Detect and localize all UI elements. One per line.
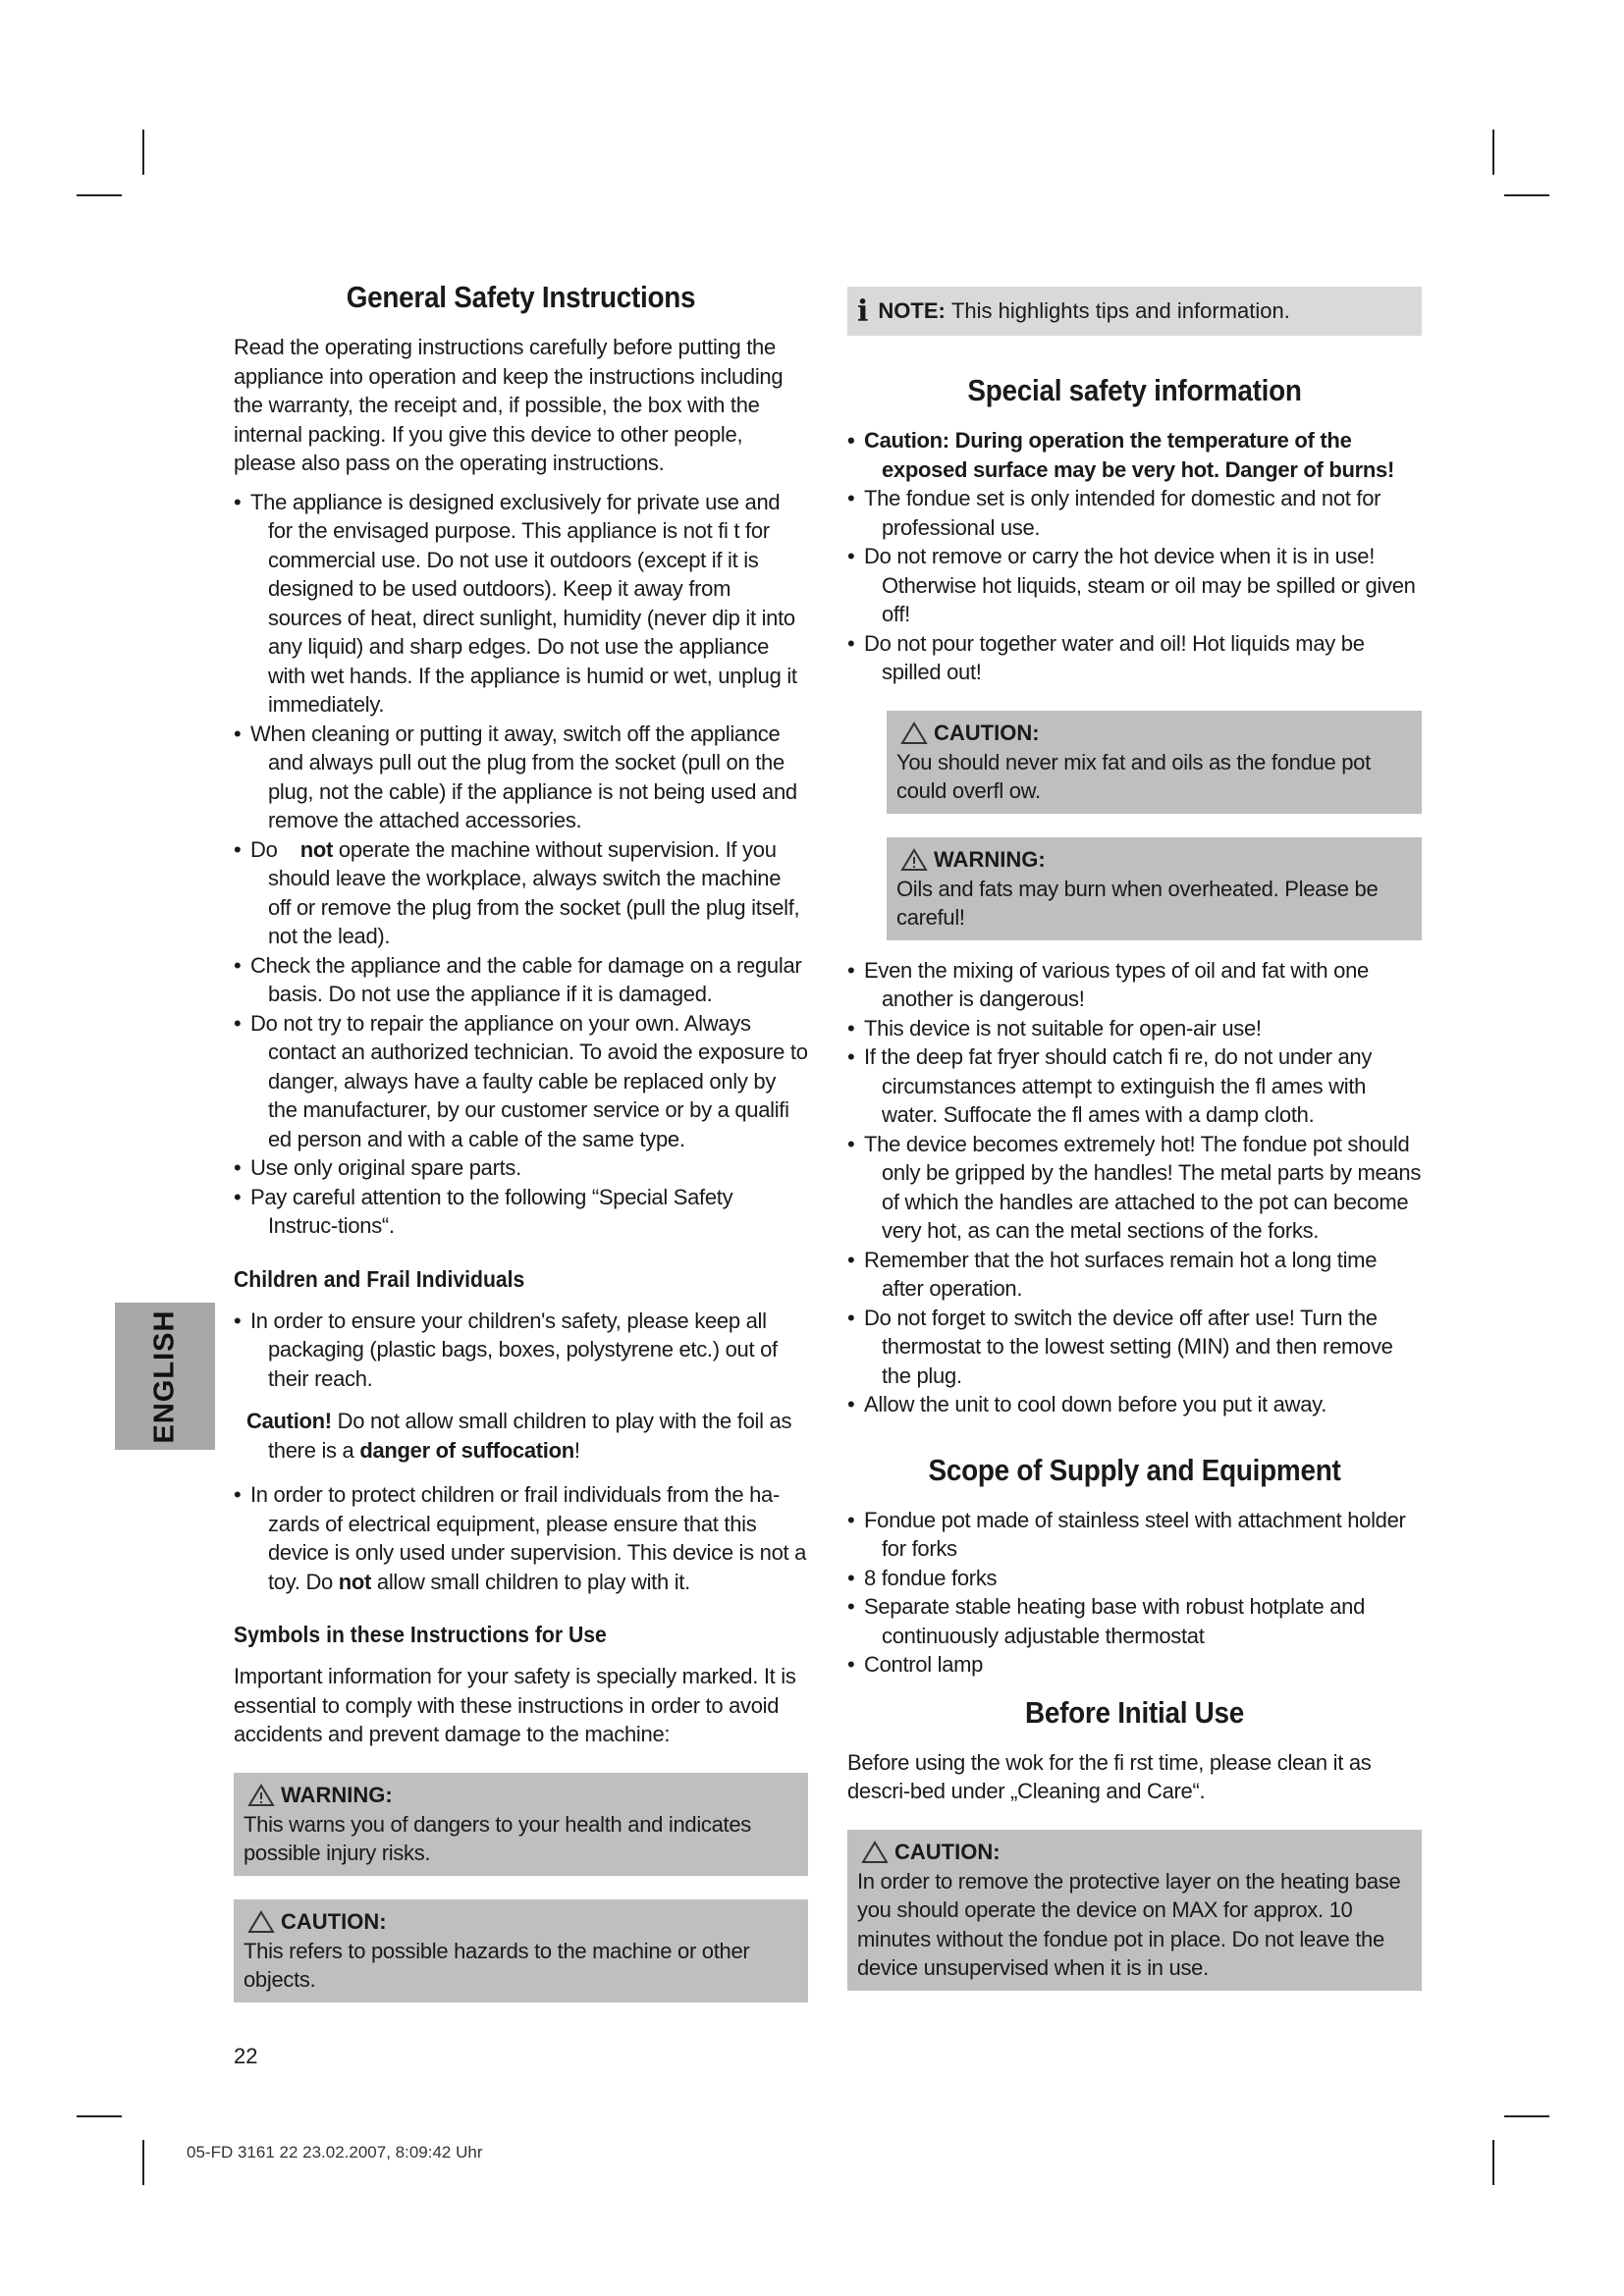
- children-heading: Children and Frail Individuals: [234, 1265, 525, 1292]
- warning-box: [234, 1773, 808, 1876]
- caution-box: [887, 711, 1422, 814]
- warning-icon: [247, 1784, 275, 1807]
- list-item: • In order to ensure your children's safety, please keep all packaging (plastic bags, boxes, polystyrene etc.) out of their reach.: [234, 1307, 808, 1394]
- caution-text: You should never mix fat and oils as the fondue pot could overfl ow.: [896, 749, 1371, 803]
- list-item: • Allow the unit to cool down before you put it away.: [847, 1390, 1422, 1419]
- list-item: • Control lamp: [847, 1650, 1422, 1680]
- list-item: • This device is not suitable for open-air use!: [847, 1014, 1422, 1043]
- list-item: • Even the mixing of various types of oil and fat with one another is dangerous!: [847, 956, 1422, 1014]
- more-safety-list: [847, 956, 1422, 1419]
- before-initial-use-text: Before using the wok for the fi rst time, please clean it as descri-bed under „Cleaning and Care“.: [847, 1749, 1372, 1803]
- caution-text: This refers to possible hazards to the machine or other objects.: [244, 1938, 750, 1992]
- list-item: • Do not forget to switch the device off after use! Turn the thermostat to the lowest setting (MIN) and then remove the plug.: [847, 1304, 1422, 1391]
- intro-paragraph: Read the operating instructions carefully before putting the appliance into operation and keep the instructions including the warranty, the receipt and, if possible, the box with the internal packing. If you give this device to other people, please also pass on the operating instructions.: [234, 335, 784, 475]
- caution-note: Caution! Do not allow small children to play with the foil as there is a danger of suffocation!: [246, 1409, 792, 1463]
- crop-mark: [77, 2115, 122, 2117]
- list-item: • Do not try to repair the appliance on your own. Always contact an authorized technician. To avoid the exposure to danger, always have a faulty cable be replaced only by the manufacturer, by our customer service or by a qualifi ed person and with a cable of the same type.: [234, 1009, 808, 1154]
- language-tab: [115, 1303, 215, 1450]
- list-item: • Do not pour together water and oil! Hot liquids may be spilled out!: [847, 629, 1422, 687]
- page-number: 22: [234, 2044, 258, 2068]
- warning-text: Oils and fats may burn when overheated. Please be careful!: [896, 876, 1379, 930]
- warning-icon: [900, 848, 928, 872]
- list-item: • The fondue set is only intended for domestic and not for professional use.: [847, 484, 1422, 542]
- before-initial-use-title: Before Initial Use: [1024, 1694, 1245, 1730]
- symbols-heading: Symbols in these Instructions for Use: [234, 1622, 607, 1647]
- list-item: • Fondue pot made of stainless steel with attachment holder for forks: [847, 1506, 1422, 1564]
- note-bar: [847, 287, 1422, 336]
- scope-title: Scope of Supply and Equipment: [928, 1452, 1341, 1487]
- left-column: [234, 280, 808, 2018]
- caution-title: CAUTION:: [934, 720, 1040, 745]
- warning-title: WARNING:: [281, 1782, 393, 1807]
- caution-text: In order to remove the protective layer on the heating base you should operate the device on MAX for approx. 10 minutes without the fondue pot in place. Do not leave the device unsupervised when it is in use.: [857, 1868, 1401, 1980]
- general-safety-title: General Safety Instructions: [346, 280, 696, 314]
- list-item: • Do not remove or carry the hot device when it is in use! Otherwise hot liquids, steam or oil may be spilled or given off!: [847, 542, 1422, 629]
- caution-box: [847, 1830, 1422, 1991]
- list-item: • If the deep fat fryer should catch fi re, do not under any circumstances attempt to extinguish the fl ames with water. Suffocate the fl ames with a damp cloth.: [847, 1042, 1422, 1130]
- crop-mark: [1504, 194, 1549, 196]
- crop-mark: [1504, 2115, 1549, 2117]
- caution-title: CAUTION:: [894, 1839, 1001, 1864]
- list-item: • Check the appliance and the cable for damage on a regular basis. Do not use the appliance if it is damaged.: [234, 951, 808, 1009]
- list-item: • In order to protect children or frail individuals from the ha-zards of electrical equipment, please ensure that this device is only used under supervision. This device is not a toy. Do not allow small children to play with it.: [234, 1480, 808, 1596]
- list-item: • Use only original spare parts.: [234, 1153, 808, 1183]
- list-item: • Caution: During operation the temperature of the exposed surface may be very hot. Danger of burns!: [847, 426, 1422, 484]
- list-item: • Remember that the hot surfaces remain hot a long time after operation.: [847, 1246, 1422, 1304]
- general-safety-list: [234, 488, 808, 1241]
- crop-mark: [1492, 2140, 1494, 2185]
- note-label: NOTE:: [878, 298, 946, 323]
- list-item: • The device becomes extremely hot! The fondue pot should only be gripped by the handles! The metal parts by means of which the handles are attached to the pot can become very hot, as can the metal sections of the forks.: [847, 1130, 1422, 1246]
- list-item: • 8 fondue forks: [847, 1564, 1422, 1593]
- warning-title: WARNING:: [934, 846, 1046, 872]
- symbols-paragraph: Important information for your safety is specially marked. It is essential to comply with these instructions in order to avoid accidents and prevent damage to the machine:: [234, 1664, 796, 1746]
- caution-box: [234, 1899, 808, 2002]
- warning-box: [887, 837, 1422, 940]
- special-safety-list: [847, 426, 1422, 687]
- list-item: • Pay careful attention to the following “Special Safety Instruc-tions“.: [234, 1183, 808, 1241]
- note-text: This highlights tips and information.: [950, 298, 1290, 323]
- special-safety-title: Special safety information: [967, 373, 1302, 407]
- crop-mark: [1492, 130, 1494, 175]
- crop-mark: [142, 2140, 144, 2185]
- language-tab-label: ENGLISH: [148, 1309, 181, 1443]
- list-item: • The appliance is designed exclusively for private use and for the envisaged purpose. This appliance is not fi t for commercial use. Do not use it outdoors (except if it is designed to be used outdoors). Keep it away from sources of heat, direct sunlight, humidity (never dip it into any liquid) and sharp edges. Do not use the appliance with wet hands. If the appliance is humid or wet, unplug it immediately.: [234, 488, 808, 720]
- right-column: [847, 287, 1422, 2006]
- children-list: [234, 1307, 808, 1394]
- caution-icon: [861, 1841, 889, 1864]
- crop-mark: [77, 194, 122, 196]
- crop-mark: [142, 130, 144, 175]
- caution-icon: [900, 721, 928, 745]
- list-item: • Separate stable heating base with robust hotplate and continuously adjustable thermostat: [847, 1592, 1422, 1650]
- list-item: • When cleaning or putting it away, switch off the appliance and always pull out the plug from the socket (pull on the plug, not the cable) if the appliance is not being used and remove the attached accessories.: [234, 720, 808, 835]
- caution-icon: [247, 1910, 275, 1934]
- frail-list: [234, 1480, 808, 1596]
- warning-text: This warns you of dangers to your health and indicates possible injury risks.: [244, 1811, 751, 1865]
- scope-list: [847, 1506, 1422, 1680]
- caution-title: CAUTION:: [281, 1908, 387, 1934]
- print-footer: 05-FD 3161 22 23.02.2007, 8:09:42 Uhr: [187, 2143, 483, 2162]
- list-item: • Do not operate the machine without supervision. If you should leave the workplace, always switch the machine off or remove the plug from the socket (pull the plug itself, not the lead).: [234, 835, 808, 951]
- info-icon: i: [857, 294, 869, 329]
